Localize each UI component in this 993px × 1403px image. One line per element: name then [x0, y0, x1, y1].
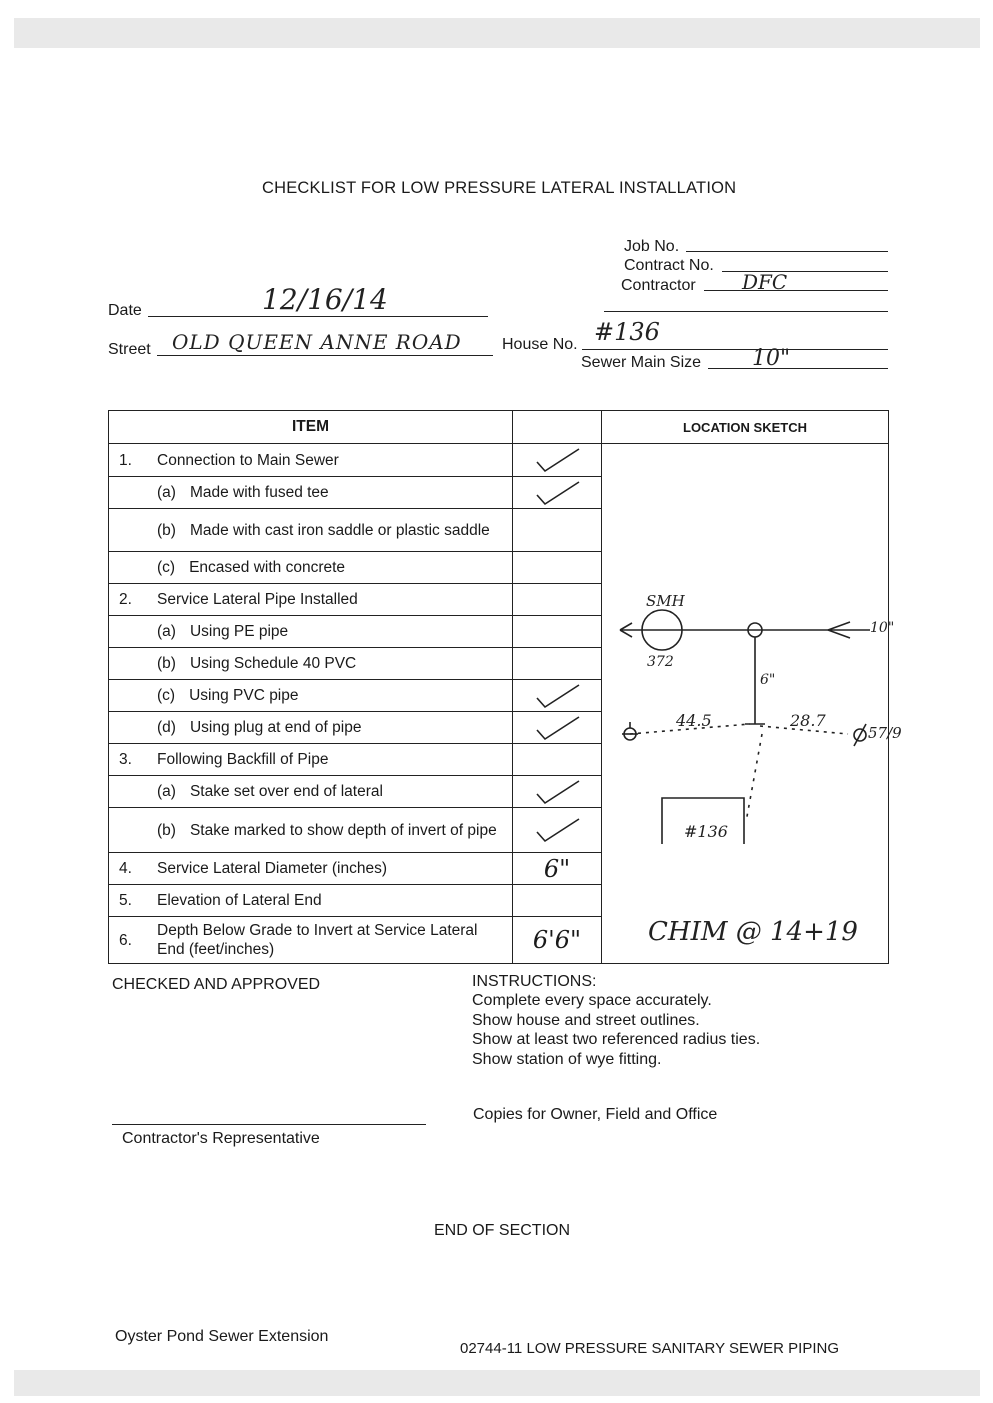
item-number: (a) [157, 623, 176, 640]
check-cell[interactable] [513, 917, 602, 964]
contractor-rep-label: Contractor's Representative [122, 1130, 320, 1147]
checkmark-icon [527, 778, 587, 806]
contract-no-label: Contract No. [624, 257, 714, 274]
item-cell [109, 648, 513, 680]
check-cell[interactable] [513, 808, 602, 853]
instruction-item: Complete every space accurately. [472, 992, 712, 1009]
item-cell [109, 509, 513, 552]
location-sketch [600, 444, 930, 952]
street-line [157, 355, 493, 356]
item-cell [109, 680, 513, 712]
item-cell [109, 917, 513, 964]
checkmark-icon [527, 816, 587, 844]
instruction-item: Show house and street outlines. [472, 1011, 700, 1029]
check-cell[interactable] [513, 776, 602, 808]
item-text: Made with cast iron saddle or plastic saddle [189, 521, 490, 539]
item-cell [109, 712, 513, 744]
street-label: Street [108, 341, 151, 358]
item-row-content [109, 714, 512, 741]
date-label: Date [108, 302, 142, 319]
item-cell [109, 744, 513, 776]
tie-right-distance: 28.7 [790, 711, 826, 730]
check-value: 6" [543, 854, 571, 883]
item-row-content [109, 778, 512, 805]
item-number: 5. [119, 892, 132, 909]
check-header [513, 411, 602, 444]
instructions-list [472, 991, 760, 1069]
item-row-content [109, 479, 512, 506]
job-no-line [686, 251, 888, 252]
item-row-content [109, 618, 512, 645]
item-row-content [109, 917, 512, 963]
item-cell [109, 477, 513, 509]
item-text: Service Lateral Pipe Installed [157, 591, 358, 608]
tie-left-distance: 44.5 [676, 711, 712, 730]
item-row-content [109, 817, 512, 844]
item-text: Connection to Main Sewer [157, 451, 339, 469]
item-cell [109, 776, 513, 808]
house-no-value[interactable]: #136 [594, 318, 660, 346]
sewer-main-size-line [708, 368, 888, 369]
checkmark-icon [527, 446, 587, 474]
item-number: (a) [157, 484, 176, 501]
item-text: Elevation of Lateral End [157, 892, 322, 909]
checkmark-icon [527, 479, 587, 507]
item-number: (a) [157, 783, 176, 800]
item-cell [109, 444, 513, 477]
check-value: 6'6" [532, 926, 582, 954]
item-number: 3. [119, 751, 132, 768]
sewer-main-size-value[interactable]: 10" [752, 346, 791, 371]
pole-label: 57/9 [868, 724, 902, 742]
to-house-dashed [746, 734, 762, 822]
item-cell [109, 853, 513, 885]
item-row-content [109, 682, 512, 709]
item-text: Using PVC pipe [189, 687, 299, 704]
sewer-main-size-label: Sewer Main Size [581, 354, 702, 371]
checked-approved-label: CHECKED AND APPROVED [112, 976, 321, 993]
item-number: 6. [119, 931, 132, 949]
instruction-item: Show station of wye fitting. [472, 1050, 662, 1068]
scan-margin-bottom [14, 1370, 980, 1396]
check-cell[interactable] [513, 853, 602, 885]
item-row-content [109, 746, 512, 773]
smh-label: SMH [646, 592, 685, 610]
contractor-label: Contractor [621, 277, 696, 294]
date-value[interactable]: 12/16/14 [262, 283, 388, 316]
sketch-header: LOCATION SKETCH [602, 411, 889, 444]
item-number: (b) [157, 821, 176, 839]
main-size-note: 10" [870, 620, 895, 636]
item-text: Using plug at end of pipe [189, 719, 362, 736]
item-text: Using Schedule 40 PVC [189, 655, 357, 672]
lateral-size-note: 6" [760, 672, 776, 688]
item-number: (c) [157, 687, 176, 704]
item-cell [109, 584, 513, 616]
item-row-content [109, 887, 512, 914]
scan-margin-top [14, 18, 980, 48]
spec-footer: 02744-11 LOW PRESSURE SANITARY SEWER PIPING [460, 1340, 840, 1354]
item-row-content [109, 855, 512, 882]
contractor-extra-line [604, 311, 888, 312]
check-cell[interactable] [513, 584, 602, 616]
check-cell[interactable] [513, 744, 602, 776]
check-cell[interactable] [513, 552, 602, 584]
checkmark-icon [527, 714, 587, 742]
item-text: Stake set over end of lateral [189, 783, 383, 800]
house-no-line [582, 349, 888, 350]
item-number: 1. [119, 451, 132, 469]
house-no-label: House No. [502, 336, 578, 353]
item-number: (d) [157, 719, 176, 736]
check-cell[interactable] [513, 680, 602, 712]
item-cell [109, 616, 513, 648]
check-cell[interactable] [513, 509, 602, 552]
item-number: 4. [119, 860, 132, 877]
item-row-content [109, 554, 512, 581]
item-text: Following Backfill of Pipe [157, 751, 329, 768]
house-sketch-label: #136 [684, 822, 728, 841]
check-cell[interactable] [513, 616, 602, 648]
item-header: ITEM [109, 411, 513, 444]
item-text: Depth Below Grade to Invert at Service Lateral End (feet/inches) [157, 922, 478, 958]
copies-note: Copies for Owner, Field and Office [473, 1106, 718, 1123]
contractor-line [704, 290, 888, 291]
item-cell [109, 552, 513, 584]
smh-number: 372 [647, 654, 674, 670]
instruction-item: Show at least two referenced radius ties. [472, 1031, 761, 1048]
date-line [148, 316, 488, 317]
item-text: Encased with concrete [189, 559, 346, 576]
check-cell[interactable] [513, 885, 602, 917]
form-title: CHECKLIST FOR LOW PRESSURE LATERAL INSTALLATION [262, 179, 737, 197]
item-text: Stake marked to show depth of invert of pipe [189, 821, 497, 839]
item-number: (b) [157, 521, 176, 539]
item-row-content [109, 586, 512, 613]
contractor-value[interactable]: DFC [742, 270, 788, 294]
project-name: Oyster Pond Sewer Extension [115, 1328, 329, 1345]
item-cell [109, 808, 513, 853]
station-note: CHIM @ 14+19 [648, 917, 858, 947]
street-value[interactable]: OLD QUEEN ANNE ROAD [172, 330, 462, 354]
item-text: Service Lateral Diameter (inches) [157, 860, 388, 877]
item-cell [109, 885, 513, 917]
check-cell[interactable] [513, 712, 602, 744]
job-no-label: Job No. [624, 238, 680, 255]
item-number: (c) [157, 559, 176, 576]
checkmark-icon [527, 682, 587, 710]
check-cell[interactable] [513, 444, 602, 477]
item-text: Using PE pipe [189, 623, 289, 640]
item-row-content [109, 447, 512, 474]
end-of-section: END OF SECTION [434, 1222, 571, 1239]
signature-line [112, 1124, 426, 1125]
item-text: Made with fused tee [189, 484, 329, 501]
item-number: (b) [157, 655, 176, 672]
item-row-content [109, 517, 512, 544]
item-number: 2. [119, 591, 132, 608]
check-cell[interactable] [513, 477, 602, 509]
instructions-title: INSTRUCTIONS: [472, 973, 597, 990]
item-row-content [109, 650, 512, 677]
check-cell[interactable] [513, 648, 602, 680]
